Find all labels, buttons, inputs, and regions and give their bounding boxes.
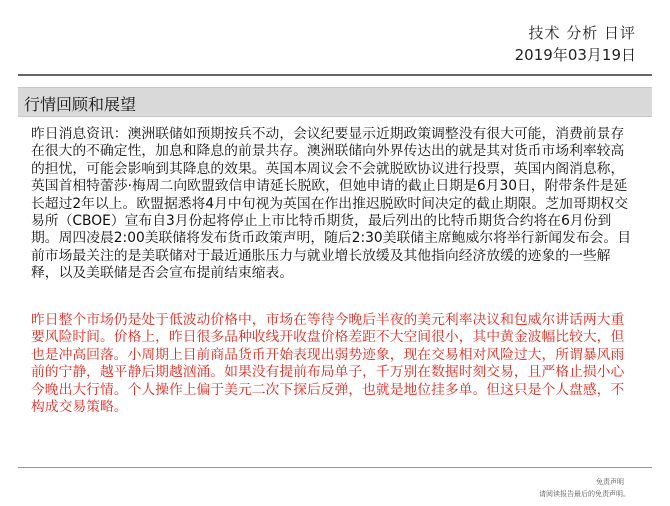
market-news-paragraph: 昨日消息资讯：澳洲联储如预期按兵不动，会议纪要显示近期政策调整没有很大可能，消费前景存在很大的不确定性，加息和降息的前景共存。澳洲联储向外界传达出的就是其对货币市场利率较高的担忧，可能会影响到其降息的效果。英国本周议会不会就脱欧协议进行投票，英国内阁消息称，英国首相特蕾莎·梅周二向欧盟致信申请延长脱欧，但她申请的截止日期是6月30日，附带条件是延长超过2年以上。欧盟据悉将4月中旬视为英国在作出推迟脱欧时间决定的截止期限。芝加哥期权交易所（CBOE）宣布自3月份起将停止上市比特币期货，最后列出的比特币期货合约将在6月份到期。周四凌晨2:00美联储将发布货币政策声明，随后2:30美联储主席鲍威尔将举行新闻发布会。目前市场最关注的是美联储对于最近通胀压力与就业增长放缓及其他指向经济放缓的迹象的一些解释，以及美联储是否会宣布提前结束缩表。	[31, 126, 632, 282]
section-header-bar	[18, 87, 652, 117]
disclaimer-text: 请阅读报告最后的免责声明。	[539, 490, 630, 498]
report-date: 2019年03月19日	[514, 46, 636, 64]
disclaimer-title: 免责声明	[596, 478, 624, 486]
market-outlook-paragraph: 昨日整个市场仍是处于低波动价格中，市场在等待今晚后半夜的美元利率决议和包威尔讲话两大重要风险时间。价格上，昨日很多品种收线开收盘价格差距不大空间很小，其中黄金波幅比较大，但也是冲高回落。小周期上目前商品货币开始表现出弱势迹象，现在交易相对风险过大，所谓暴风雨前的宁静，越平静后期越汹涌。如果没有提前布局单子，千万别在数据时刻交易，且严格止损小心今晚出大行情。个人操作上偏于美元二次下探后反弹，也就是地位挂多单。但这只是个人盘感，不构成交易策略。	[31, 312, 625, 416]
report-type-title: 技术 分析 日评	[528, 24, 636, 42]
header-divider	[18, 74, 652, 76]
footer-divider	[18, 467, 652, 468]
section-title: 行情回顾和展望	[24, 95, 137, 114]
